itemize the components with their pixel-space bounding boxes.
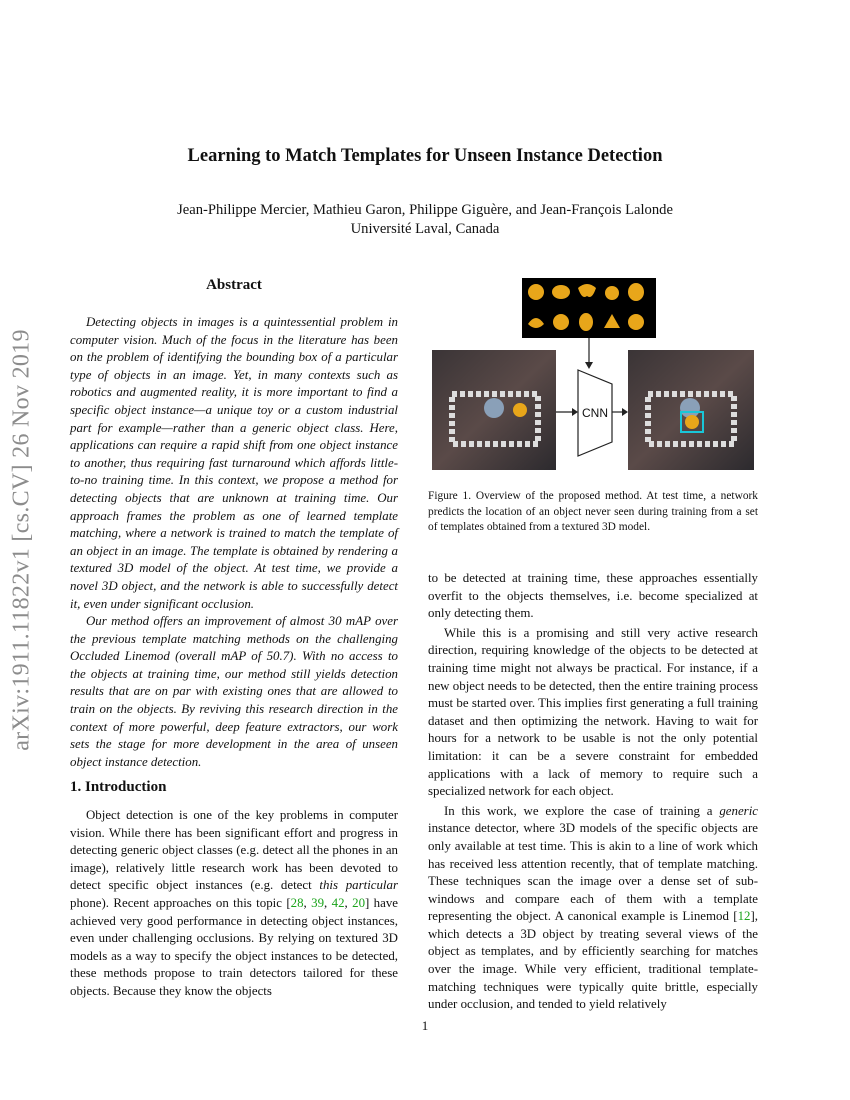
body-paragraph: In this work, we explore the case of training a generic instance detector, where 3D models of the specific objects are only available at test time. This is akin to a line of work which has received less attention recently, that of template matching. These techniques scan the image over a dense set of sub-windows and compare each of them with a template representing the object. A canonical example is Linemod [12], which detects a 3D object by treating several views of the object as templates, and by efficiently searching for matches over the image. While very efficient, traditional template-matching techniques were typically quite brittle, especially under occlusion, and tended to yield relatively — [428, 803, 758, 1012]
page-number: 1 — [421, 1018, 429, 1033]
citation-link[interactable]: 28 — [290, 895, 304, 910]
scene-object — [484, 398, 504, 418]
body-paragraph: While this is a promising and still very active research direction, requiring knowledge of the objects to be detected at training time might not always be practical. For instance, if a new object needs to be detected, then the entire training process must be started over. This implies first generating a full training dataset and then optimizing the network. Having to wait for hours for a network to be usable is not the only potential limitation: it can be a severe constraint for embedded applications with a lack of memory to require such a specialized network for each object. — [428, 625, 758, 799]
introduction-body — [70, 807, 398, 1001]
scene-object — [513, 403, 527, 417]
paper-title: Learning to Match Templates for Unseen Instance Detection — [187, 146, 663, 166]
citation-link[interactable]: 12 — [737, 909, 751, 924]
abstract-paragraph: Detecting objects in images is a quintessential problem in computer vision. Much of the focus in the literature has been on the problem of identifying the bounding box of a particular type of objects in an image. Yet, in many contexts such as robotics and augmented reality, it is more important to find a specific object instance—a unique toy or a custom industrial part for example—rather than a generic object class. Here, applications can require a rapid shift from one object instance to another, thus requiring fast turnaround which affords little-to-no training time. In this context, we propose a method for detecting objects that are unknown at training time. Our approach frames the problem as one of learned template matching, where a network is trained to match the template of an object in an image. The template is obtained by rendering a textured 3D model of the object. At test time, we provide a novel 3D object, and the network is able to successfully detect it, even under significant occlusion. — [70, 315, 398, 611]
citation-link[interactable]: 39 — [311, 895, 325, 910]
template-object — [628, 314, 644, 330]
scene-object — [680, 398, 700, 418]
citation-link[interactable]: 42 — [331, 895, 345, 910]
arrow-head — [585, 362, 593, 369]
template-object — [579, 313, 593, 331]
author-block — [0, 201, 850, 239]
affiliation: Université Laval, Canada — [350, 221, 500, 237]
arrow-head — [622, 408, 628, 416]
figure-1 — [428, 276, 758, 476]
body-paragraph: to be detected at training time, these approaches essentially overfit to the objects themselves, i.e. become specialized at only detecting them. — [428, 571, 758, 621]
template-object — [528, 284, 544, 300]
abstract-paragraph: Our method offers an improvement of almost 30 mAP over the previous template matching methods on the challenging Occluded Linemod (overall mAP of 50.7). With no access to the objects at training time, our method still yields detection results that are on par with existing ones that are allowed to train on the objects. By reviving this research direction in the context of more powerful, deep feature extractors, our work sets the stage for more development in the area of unseen object instance detection. — [70, 614, 398, 769]
abstract-body — [70, 314, 398, 771]
detected-object — [685, 415, 699, 429]
arxiv-identifier: arXiv:1911.11822v1 [cs.CV] 26 Nov 2019 — [8, 329, 35, 751]
template-object — [552, 285, 570, 299]
citation-link[interactable]: 20 — [352, 895, 366, 910]
intro-paragraph: Object detection is one of the key problems in computer vision. While there has been significant effort and progress in detecting generic object classes (e.g. detect all the phones in an image), relatively little research work has been devoted to detect specific object instances (e.g. detect this particular phone). Recent approaches on this topic [28, 39, 42, 20] have achieved very good performance in detecting object instances, even under challenging occlusions. By relying on textured 3D models as a way to specify the object instances to be detected, these methods propose to train detectors tailored for these objects. Because they know the objects — [70, 808, 399, 998]
arrow-head — [572, 408, 578, 416]
abstract-heading: Abstract — [206, 277, 262, 293]
cnn-label: CNN — [582, 406, 608, 420]
section-heading-introduction: 1. Introduction — [70, 779, 167, 795]
author-list: Jean-Philippe Mercier, Mathieu Garon, Philippe Giguère, and Jean-François Lalonde — [177, 202, 673, 218]
figure-1-diagram — [428, 276, 758, 476]
template-object — [553, 314, 569, 330]
figure-1-caption: Figure 1. Overview of the proposed method. At test time, a network predicts the location of an object never seen during training from a set of templates obtained from a textured 3D model. — [428, 490, 758, 534]
template-object — [605, 286, 619, 300]
right-column-body — [428, 570, 758, 1014]
template-object — [628, 283, 644, 301]
